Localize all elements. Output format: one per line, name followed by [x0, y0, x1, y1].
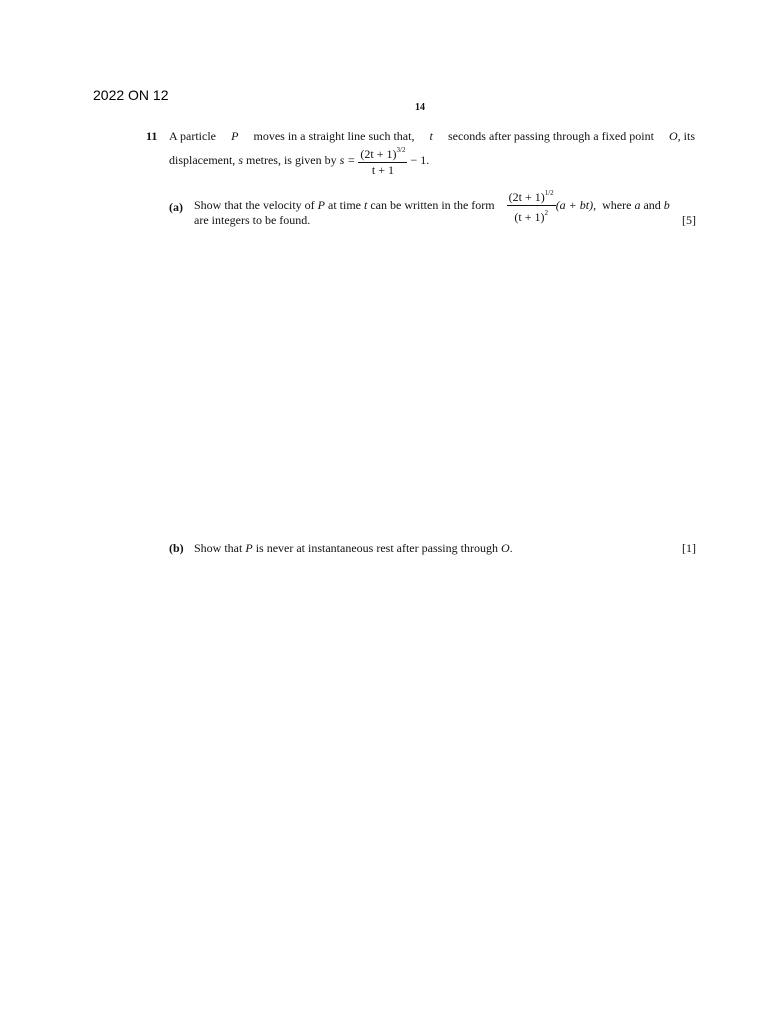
fraction-denominator: (t + 1) — [514, 210, 545, 224]
part-a-line-2 — [194, 213, 696, 228]
page-number: 14 — [415, 102, 425, 113]
variable-p: P — [231, 129, 239, 143]
intro-text: seconds after passing through a fixed point — [447, 129, 654, 143]
question-intro-line-1 — [169, 129, 695, 144]
intro-text: displacement, — [169, 152, 236, 167]
part-a-text: can be written in the form — [370, 197, 495, 212]
variable-t: t — [364, 197, 368, 212]
part-b-text: . — [509, 541, 513, 555]
part-a-text: and — [643, 197, 661, 212]
part-b-text: is never at instantaneous rest after passing through — [255, 541, 498, 555]
question-intro-line-2 — [169, 143, 429, 177]
fraction-numerator: (2t + 1) — [360, 147, 397, 161]
part-a-text: are integers to be found. — [194, 213, 311, 227]
displacement-fraction — [358, 143, 407, 177]
variable-o: O — [668, 129, 678, 143]
denominator-exponent: 2 — [544, 209, 548, 217]
part-a-text: at time — [328, 197, 361, 212]
part-a-text: Show that the velocity of — [194, 197, 315, 212]
variable-s: s — [238, 152, 243, 167]
part-a-text: where — [602, 197, 632, 212]
variable-b: b — [663, 197, 670, 212]
intro-text: moves in a straight line such that, — [253, 129, 415, 143]
part-a-label: (a) — [169, 200, 183, 214]
variable-p: P — [317, 197, 325, 212]
part-a-marks: [5] — [682, 213, 696, 227]
fraction-denominator: t + 1 — [371, 163, 394, 177]
part-b-text: Show that — [194, 541, 243, 555]
variable-a: a — [634, 197, 641, 212]
equation-tail: − 1. — [410, 152, 430, 167]
intro-text: A particle — [169, 129, 216, 143]
part-b-line — [194, 541, 696, 556]
question-number: 11 — [146, 129, 158, 143]
variable-t: t — [429, 129, 433, 143]
fraction-numerator: (2t + 1) — [508, 190, 545, 204]
numerator-exponent: 3/2 — [396, 146, 406, 154]
intro-text: metres, is given by — [245, 152, 337, 167]
part-b-marks: [1] — [682, 541, 696, 555]
intro-text: , its — [677, 129, 695, 143]
variable-o: O — [500, 541, 510, 555]
document-header-label: 2022 ON 12 — [93, 87, 169, 103]
equation-lhs: s = — [339, 152, 356, 167]
variable-p: P — [245, 541, 253, 555]
part-b-label: (b) — [169, 541, 184, 555]
form-tail: (a + bt), — [555, 197, 597, 212]
numerator-exponent: 1/2 — [544, 189, 554, 197]
